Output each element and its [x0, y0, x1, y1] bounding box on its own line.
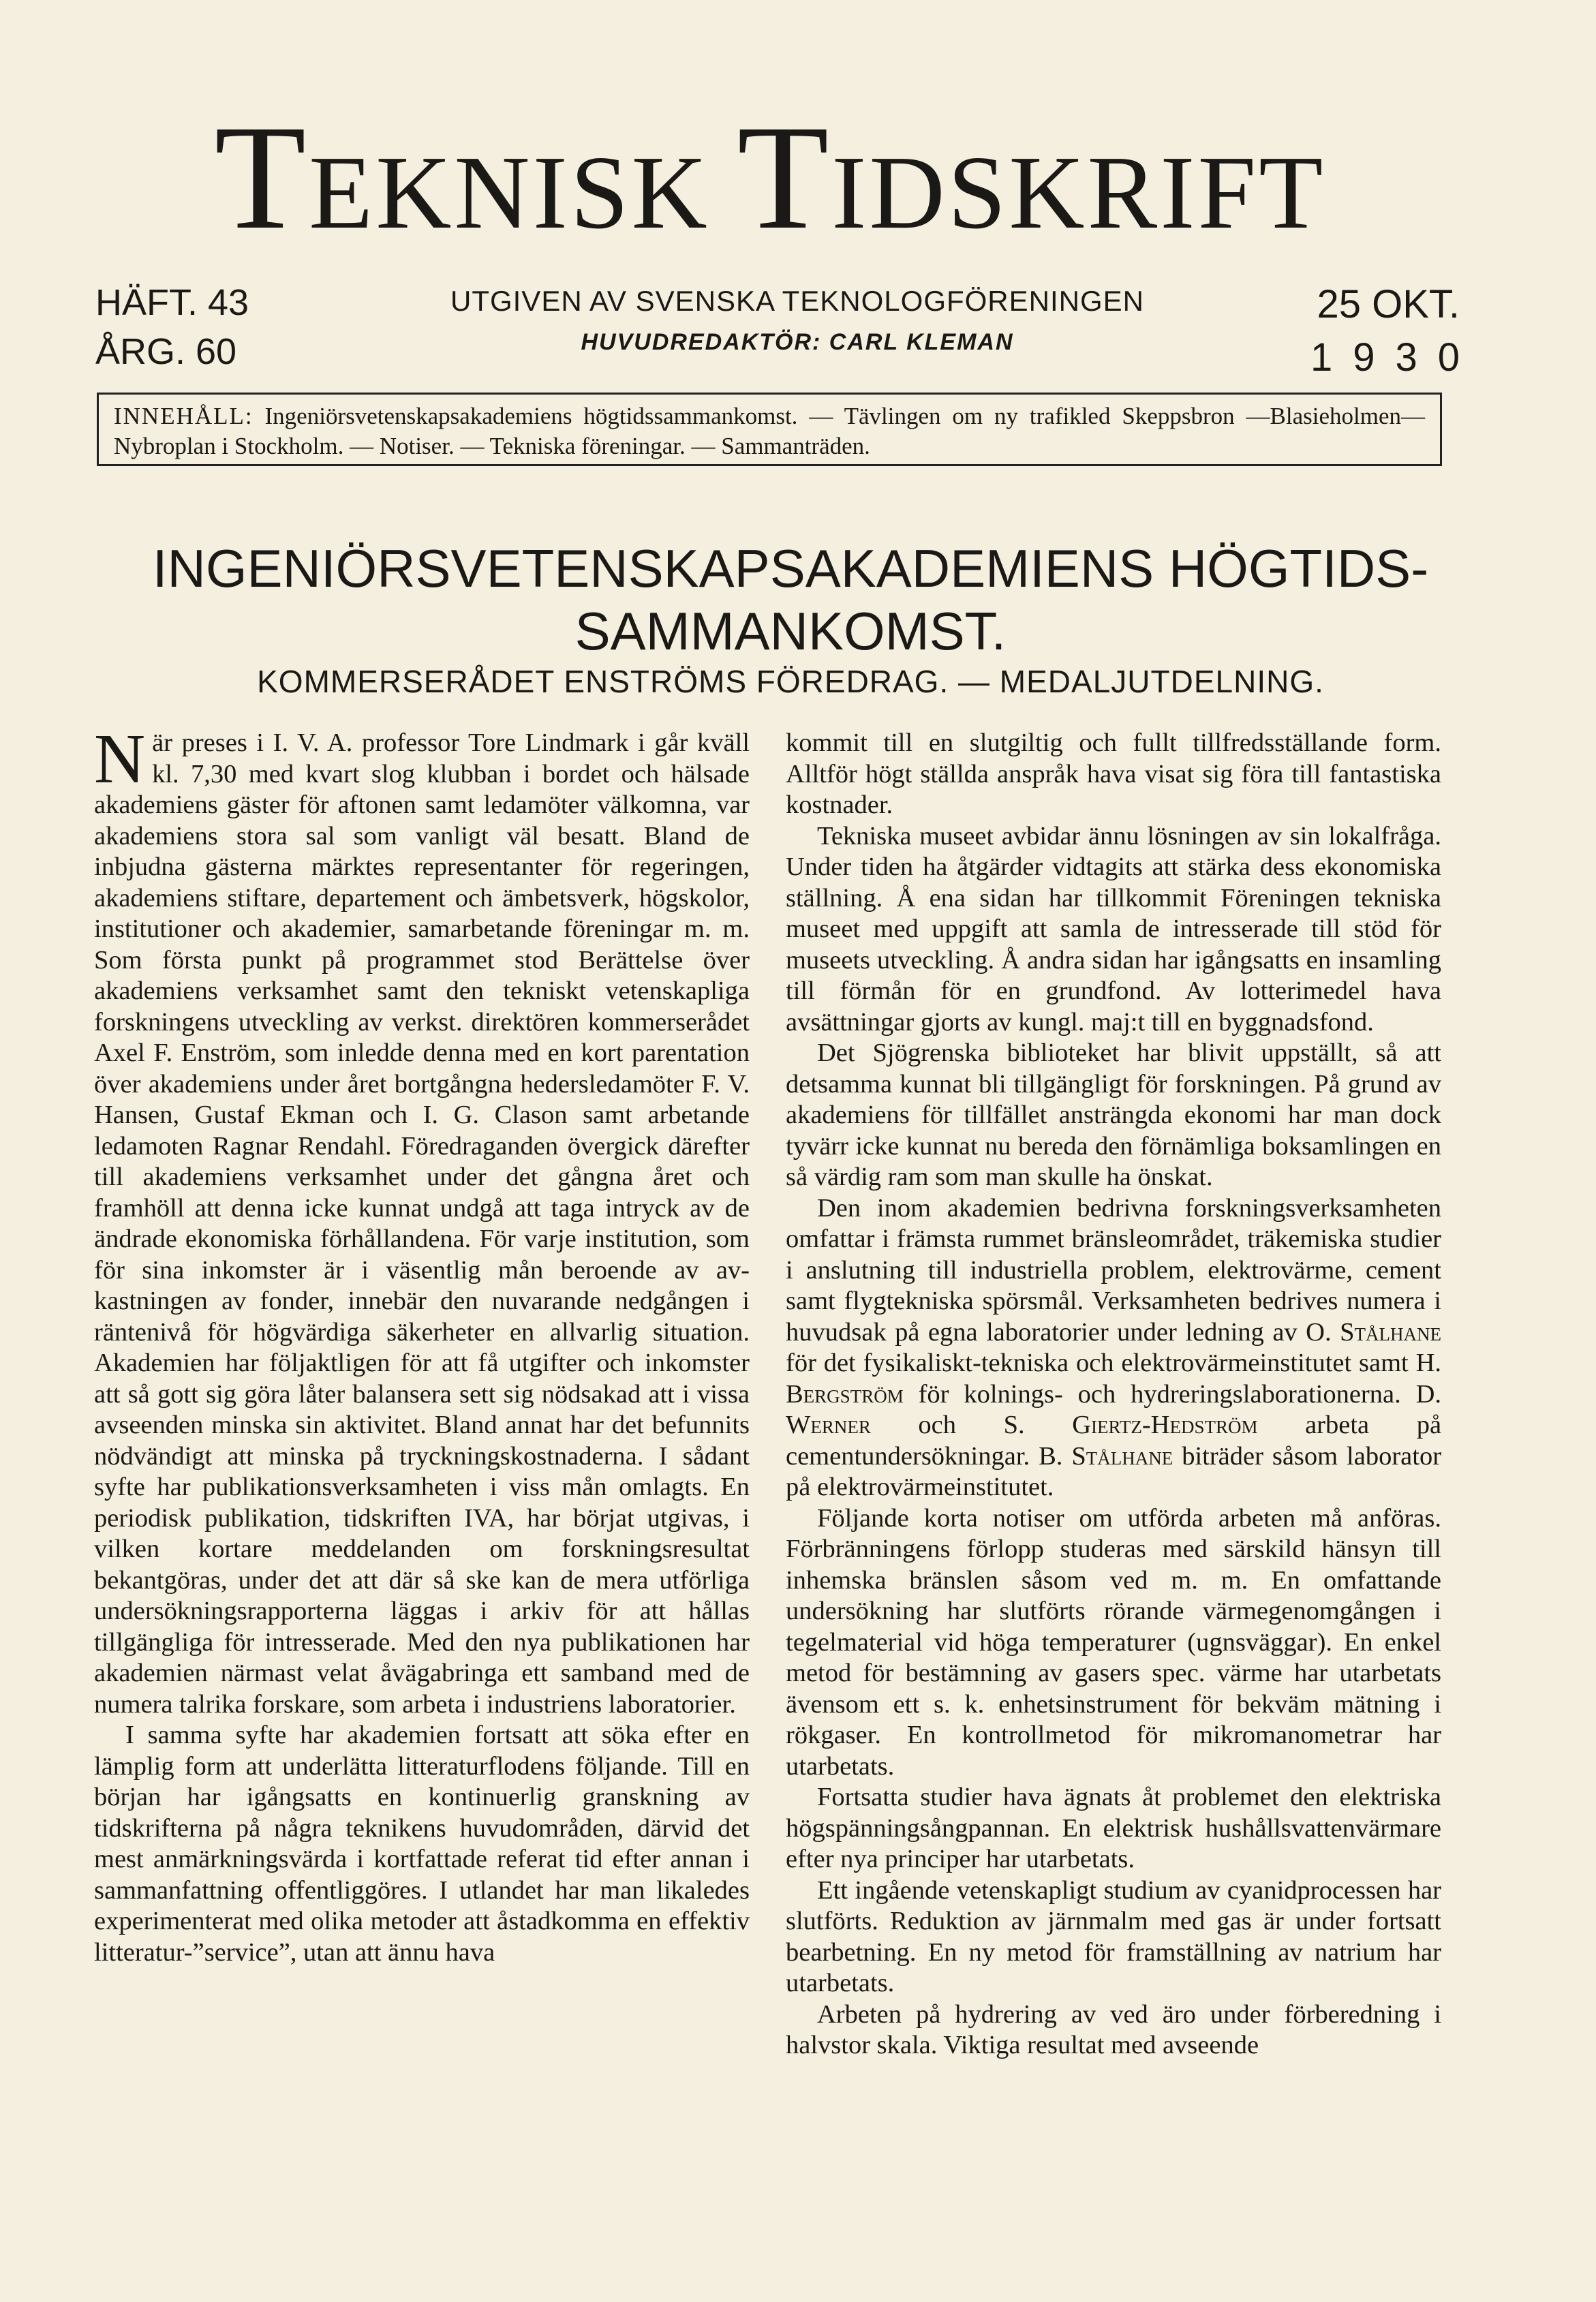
issue-year: 1930 — [1310, 335, 1480, 380]
paragraph-text: för det fysikaliskt-tekniska och elektrovärmeinstitutet samt H. — [786, 1349, 1441, 1377]
paragraph: Ett ingående vetenskapligt studium av cyanidprocessen har slutförts. Reduktion av järnmalm med gas är under fortsatt bearbetning. En ny metod för framställning av natrium har utarbetats. — [786, 1875, 1441, 1997]
volume-number: ÅRG. 60 — [95, 331, 237, 372]
article-title-line1: INGENIÖRSVETENSKAPSAKADEMIENS HÖGTIDS- — [152, 538, 1429, 598]
paragraph: Arbeten på hydrering av ved äro under förberedning i halvstor skala. Viktiga resultat med avseende — [786, 1999, 1441, 2059]
paragraph-text: arbeta på cementundersökningar. B. — [786, 1411, 1442, 1471]
paragraph: kommit till en slutgiltig och fullt tillfredsställande form. Alltför högt ställda anspråk hava visat sig föra till fantastiska kostnader. — [786, 728, 1441, 819]
paragraph — [94, 720, 750, 1720]
person-name: Werner — [786, 1411, 871, 1439]
masthead-title — [82, 94, 1458, 260]
issue-date: 25 OKT. — [1317, 282, 1460, 326]
date-block — [1310, 278, 1480, 384]
contents-label: INNEHÅLL: — [114, 403, 254, 429]
person-name: Bergström — [786, 1379, 904, 1409]
paragraph: Det Sjögrenska biblioteket har blivit uppställt, så att detsamma kunnat bli tillgängligt för forskningen. På grund av akademiens för tillfället ansträngda ekonomi har man dock tyvärr icke kunnat nu bereda den förnämliga boksamlingen en så värdig ram som man skulle ha önskat. — [786, 1039, 1441, 1191]
article-subtitle: KOMMERSERÅDET ENSTRÖMS FÖREDRAG. — MEDALJUTDELNING. — [257, 664, 1324, 699]
contents-text: Ingeniörsvetenskapsakademiens högtidssammankomst. — Tävlingen om ny trafikled Skeppsbron —Blasieholmen—Nybroplan i Stockholm. — Notiser. — Tekniska föreningar. — Sammanträden. — [114, 403, 1426, 459]
person-name: Giertz-Hedström — [1072, 1411, 1258, 1439]
contents-box — [97, 393, 1442, 466]
issue-number-block — [95, 278, 249, 376]
paragraph-text: för kolnings- och hydreringslaborationerna. D. — [918, 1379, 1442, 1409]
publisher-line: UTGIVEN AV SVENSKA TEKNOLOGFÖRENINGEN — [450, 285, 1144, 317]
person-name: Stålhane — [1071, 1441, 1173, 1471]
paragraph: Tekniska museet avbidar ännu lösningen av sin lokalfråga. Under tiden ha åtgärder vidtagits att stärka dess ekonomiska ställning. Å ena sidan har tillkommit Föreningen tekniska museet med uppgift att samla de intresserade till stöd för museets utveckling. Å andra sidan har igångsatts en insamling till förmån för en grundfond. Av lotterimedel hava avsättningar gjorts av kungl. maj:t till en byggnadsfond. — [786, 821, 1441, 1037]
article-column-right — [786, 728, 1441, 2061]
person-name: Stålhane — [1340, 1317, 1442, 1347]
paragraph-text: är preses i I. V. A. professor Tore Lindmark i går kväll kl. 7,30 med kvart slog klubban i bordet och hälsade akademiens gäster för aftonen samt ledamöter välkomna, var akademiens stora sal som vanligt väl besatt. Bland de inbjudna gästerna märktes representanter för regeringen, akademiens stiftare, departement och ämbetsverk, högskolor, institutioner och akademier, samarbetande föreningar m. m. Som första punkt på programmet stod Berättelse över akademiens verksamhet samt den tekniskt vetenskapliga forskningens utveckling av verkst. direktören kommerserådet Axel F. Enström, som inledde denna med en kort parentation över akademiens under året bortgångna hedersledamöter F. V. Hansen, Gustaf Ekman och I. G. Clason samt arbetande ledamoten Ragnar Rendahl. Föredraganden övergick därefter till akademiens verksamhet under det gångna året och framhöll att denna icke kunnat undgå att taga intryck av de ändrade ekonomiska förhållandena. För varje institution, som för sina inkomster är i väsentlig mån beroende av avkastningen av fonder, innebär den nuvarande nedgången i räntenivå för högvärdiga säkerheter en allvarlig situation. Akademien har följaktligen för att få utgifter och inkomster att så gott sig göra låter balansera sett sig nödsakad att i vissa avseenden minska sin aktivitet. Bland annat har det befunnits nödvändigt att minska på tryckningskostnaderna. I sådant syfte har publikationsverksamheten i viss mån omlagts. En periodisk publikation, tidskriften IVA, har börjat utgivas, i vilken kortare meddelanden om forskningsresultat bekantgöras, under det att där så ske kan de mera utförliga undersökningsrapporterna läggas i arkiv för att hållas tillgängliga för intresserade. Med den nya publikationen har akademien närmast velat åvägabringa ett samband med de numera talrika forskare, som arbeta i industriens laboratorier. — [94, 728, 750, 1719]
paragraph-text: biträder såsom laborator på elektrovärmeinstitutet. — [786, 1441, 1442, 1501]
paragraph: Fortsatta studier hava ägnats åt problemet den elektriska högspänningsångpannan. En elektrisk hushållsvattenvärmare efter nya principer har utarbetats. — [786, 1783, 1441, 1873]
masthead-word-teknisk: Teknisk — [214, 94, 710, 260]
paragraph-text: och S. — [918, 1411, 1025, 1439]
paragraph-text: Den inom akademien bedrivna forskningsverksamheten omfattar i främsta rummet bränsleområdet, träkemiska studier i anslutning till industriella problem, elektrovärme, cement samt flygtekniska spörsmål. Verksamheten bedrives numera i huvudsak på egna laboratorier under ledning av O. — [786, 1193, 1441, 1347]
article-title — [123, 537, 1458, 662]
paragraph: Följande korta notiser om utförda arbeten må anföras. Förbränningens förlopp studeras med särskild hänsyn till inhemska bränslen såsom ved m. m. En omfattande undersökning har slutförts rörande värmegenomgången i tegelmaterial vid höga temperaturer (ugnsväggar). En enkel metod för bestämning av gasers spec. värme har utarbetats ävensom ett s. k. enhetsinstrument för bekväm mätning i rökgaser. En kontrollmetod för mikromanometrar har utarbetats. — [786, 1503, 1441, 1781]
article-column-left — [94, 720, 750, 1968]
editor-line: HUVUDREDAKTÖR: CARL KLEMAN — [581, 329, 1014, 355]
drop-cap: N — [94, 720, 146, 798]
paragraph — [786, 1193, 1441, 1503]
paragraph: I samma syfte har akademien fortsatt att söka efter en lämplig form att underlätta litteraturflodens följande. Till en början har igångsatts en kontinuerlig granskning av tidskrifterna på några teknikens huvudområden, därvid det mest anmärkningsvärda i kortfattade referat tid efter annan i sammanfattning offentliggöres. I utlandet har man likaledes experimenterat med olika metoder att åstadkomma en effektiv litteratur-”service”, utan att ännu hava — [94, 1721, 750, 1967]
publisher-block — [313, 281, 1281, 363]
masthead-word-tidskrift: Tidskrift — [737, 94, 1326, 260]
article-title-line2: SAMMANKOMST. — [574, 601, 1007, 661]
issue-number: HÄFT. 43 — [95, 282, 249, 323]
